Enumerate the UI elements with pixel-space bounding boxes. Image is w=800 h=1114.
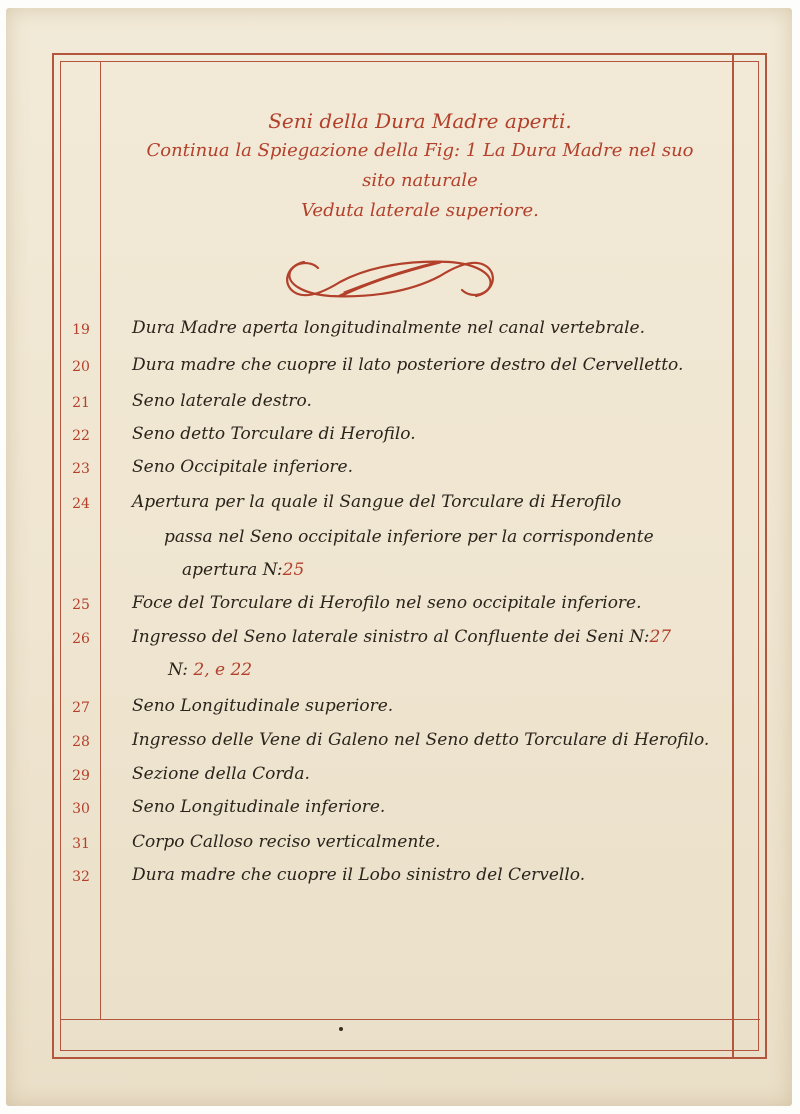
entry-number: 24 <box>72 496 90 512</box>
entry-number: 19 <box>72 322 90 338</box>
entry-number: 20 <box>72 359 90 375</box>
entry-text-cont: passa nel Seno occipitale inferiore per la corrispondente <box>164 527 654 547</box>
heading-subtitle-cont: sito naturale <box>362 170 478 191</box>
ink-dot <box>339 1027 343 1031</box>
flourish-ornament <box>280 252 500 306</box>
entry-number: 23 <box>72 461 90 477</box>
entry-text: Seno Occipitale inferiore. <box>132 457 354 477</box>
entry-text: Seno Longitudinale superiore. <box>132 696 394 716</box>
bottom-rule <box>60 1019 760 1020</box>
entry-text: Seno laterale destro. <box>132 391 312 411</box>
margin-rule <box>100 61 101 1019</box>
entry-text-cont <box>182 560 304 580</box>
heading-view: Veduta laterale superiore. <box>301 200 539 221</box>
page-heading <box>105 106 735 226</box>
entry-text: Dura Madre aperta longitudinalmente nel canal vertebrale. <box>132 318 645 338</box>
entry-number: 31 <box>72 836 90 852</box>
entry-text: Seno detto Torculare di Herofilo. <box>132 424 416 444</box>
entry-text: Ingresso delle Vene di Galeno nel Seno detto Torculare di Herofilo. <box>132 730 710 750</box>
entry-text: Apertura per la quale il Sangue del Torculare di Herofilo <box>132 492 622 512</box>
entry-text: Foce del Torculare di Herofilo nel seno occipitale inferiore. <box>132 593 642 613</box>
entry-number: 22 <box>72 428 90 444</box>
entry-number: 26 <box>72 631 90 647</box>
entry-text-part: apertura N: <box>182 560 283 580</box>
figure-reference: 25 <box>282 560 305 580</box>
entry-number: 28 <box>72 734 90 750</box>
entry-number: 30 <box>72 801 90 817</box>
entry-text-cont <box>168 660 252 680</box>
entry-text: Dura madre che cuopre il lato posteriore destro del Cervelletto. <box>132 355 684 375</box>
entry-number: 25 <box>72 597 90 613</box>
figure-reference: 27 <box>649 627 672 647</box>
entry-text-part: N: <box>168 660 188 680</box>
figure-reference: 2, e 22 <box>193 660 253 680</box>
entry-text-part: Ingresso del Seno laterale sinistro al Confluente dei Seni N: <box>132 627 650 647</box>
entry-number: 32 <box>72 869 90 885</box>
entry-text: Seno Longitudinale inferiore. <box>132 797 386 817</box>
entry-number: 29 <box>72 768 90 784</box>
heading-title: Seni della Dura Madre aperti. <box>268 109 572 133</box>
heading-subtitle: Continua la Spiegazione della Fig: 1 La Dura Madre nel suo <box>146 140 694 161</box>
entry-text: Sezione della Corda. <box>132 764 310 784</box>
entry-text: Dura madre che cuopre il Lobo sinistro del Cervello. <box>132 865 586 885</box>
entry-text: Corpo Calloso reciso verticalmente. <box>132 832 441 852</box>
entry-number: 27 <box>72 700 90 716</box>
entry-number: 21 <box>72 395 90 411</box>
entry-text <box>132 627 671 647</box>
